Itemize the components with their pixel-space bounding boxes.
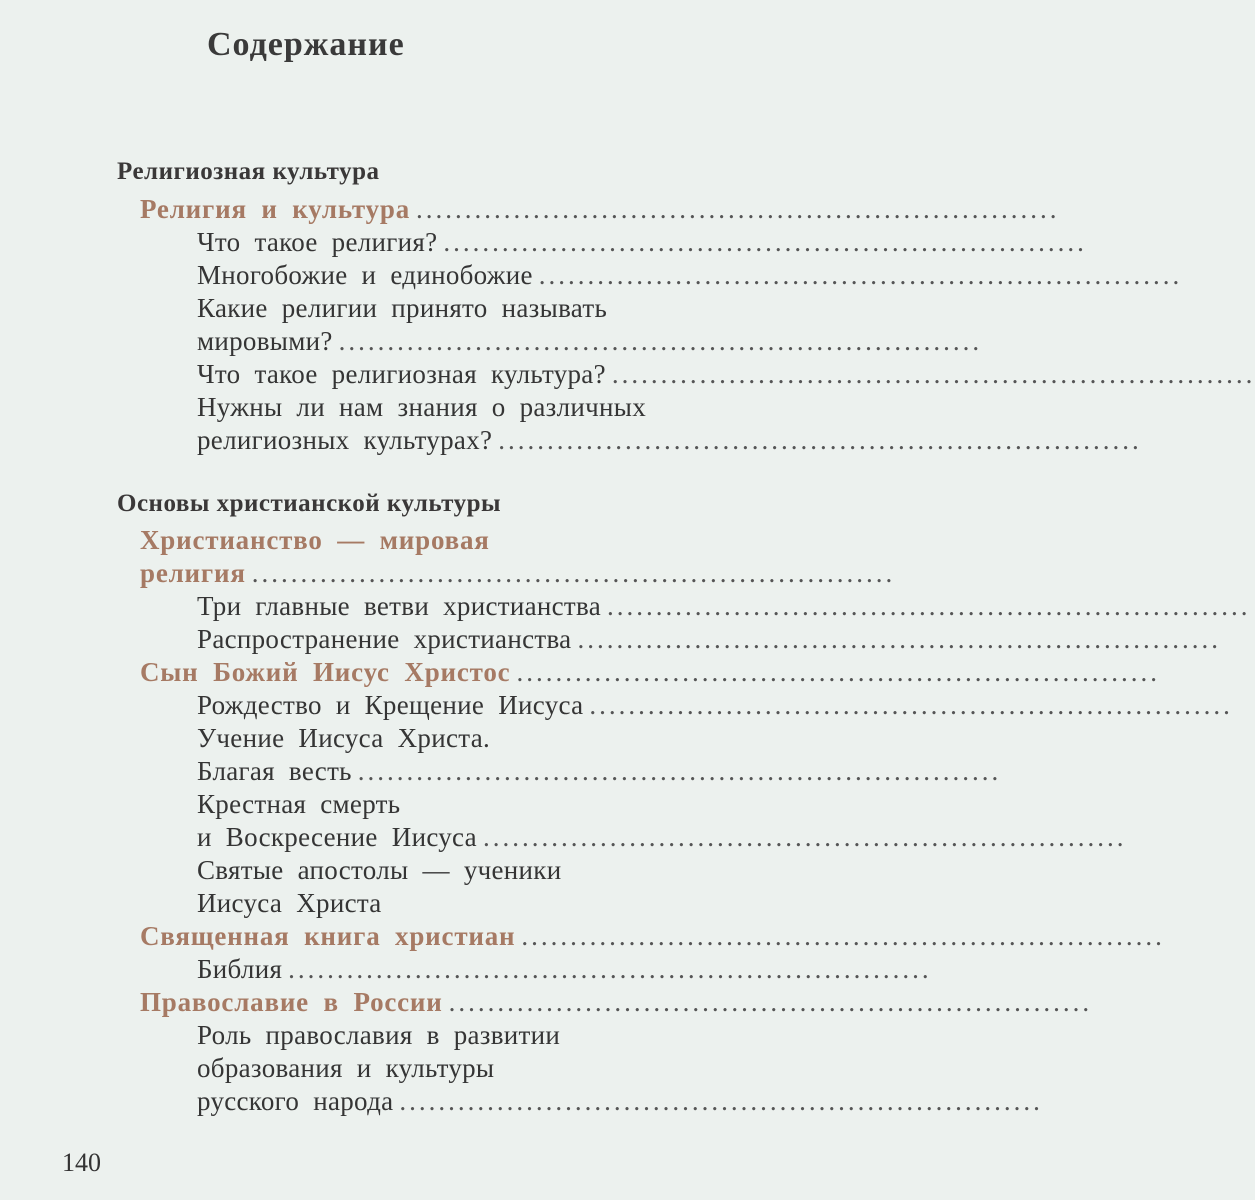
- page-number: 140: [62, 1148, 101, 1177]
- dot-leader: ..................................................................: [521, 921, 1165, 951]
- dot-leader: ..................................................................: [288, 954, 932, 984]
- toc-entry-text: Христианство — мировая: [140, 525, 490, 555]
- dot-leader: ..................................................................: [611, 359, 1255, 389]
- section-heading-religious-culture: Религиозная культура: [117, 158, 380, 185]
- dot-leader: ..................................................................: [516, 657, 1160, 687]
- toc-entry-text: Иисуса Христа: [197, 888, 382, 918]
- dot-leader: ..................................................................: [448, 987, 1093, 1017]
- toc-entry-text: Благая весть: [197, 756, 352, 786]
- dot-leader: ..................................................................: [577, 624, 1221, 654]
- toc-entry-text: Религия и культура: [140, 194, 411, 224]
- page-title: Содержание: [207, 26, 405, 63]
- toc-entry-text: Сын Божий Иисус Христос: [140, 657, 511, 687]
- toc-entry-text: Святые апостолы — ученики: [197, 855, 562, 885]
- toc-entry-text: Православие в России: [140, 987, 443, 1017]
- toc-entry-text: Крестная смерть: [197, 789, 401, 819]
- toc-entry-text: Рождество и Крещение Иисуса: [197, 690, 584, 720]
- toc-entry-text: образования и культуры: [197, 1053, 495, 1083]
- toc-entry-text: Роль православия в развитии: [197, 1020, 561, 1050]
- dot-leader: ..................................................................: [416, 194, 1060, 224]
- dot-leader: ..................................................................: [482, 822, 1127, 852]
- toc-entry-text: религия: [140, 558, 246, 588]
- toc-entry-text: Библия: [197, 954, 283, 984]
- section-heading-christian-culture: Основы христианской культуры: [117, 490, 502, 517]
- toc-entry-text: Священная книга христиан: [140, 921, 516, 951]
- dot-leader: ..................................................................: [338, 326, 983, 356]
- dot-leader: ..................................................................: [357, 756, 1002, 786]
- toc-entry-text: Три главные ветви христианства: [197, 591, 601, 621]
- dot-leader: ..................................................................: [538, 260, 1183, 290]
- dot-leader: ..................................................................: [399, 1086, 1043, 1116]
- toc-entry-text: Что такое религия?: [197, 227, 438, 257]
- dot-leader: ..................................................................: [498, 425, 1142, 455]
- toc-entry-text: Учение Иисуса Христа.: [197, 723, 491, 753]
- dot-leader: ..................................................................: [589, 690, 1233, 720]
- toc-entry-text: Распространение христианства: [197, 624, 572, 654]
- toc-entry-text: мировыми?: [197, 326, 333, 356]
- dot-leader: ..................................................................: [443, 227, 1087, 257]
- toc-entry-text: и Воскресение Иисуса: [197, 822, 477, 852]
- toc-entry-text: Нужны ли нам знания о различных: [197, 392, 647, 422]
- toc-entry-text: Что такое религиозная культура?: [197, 359, 606, 389]
- dot-leader: ..................................................................: [251, 558, 896, 588]
- dot-leader: ..................................................................: [607, 591, 1251, 621]
- toc-entry-text: Какие религии принято называть: [197, 293, 608, 323]
- toc-entry-text: русского народа: [197, 1086, 394, 1116]
- toc-entry-text: религиозных культурах?: [197, 425, 493, 455]
- toc-entry-text: Многобожие и единобожие: [197, 260, 533, 290]
